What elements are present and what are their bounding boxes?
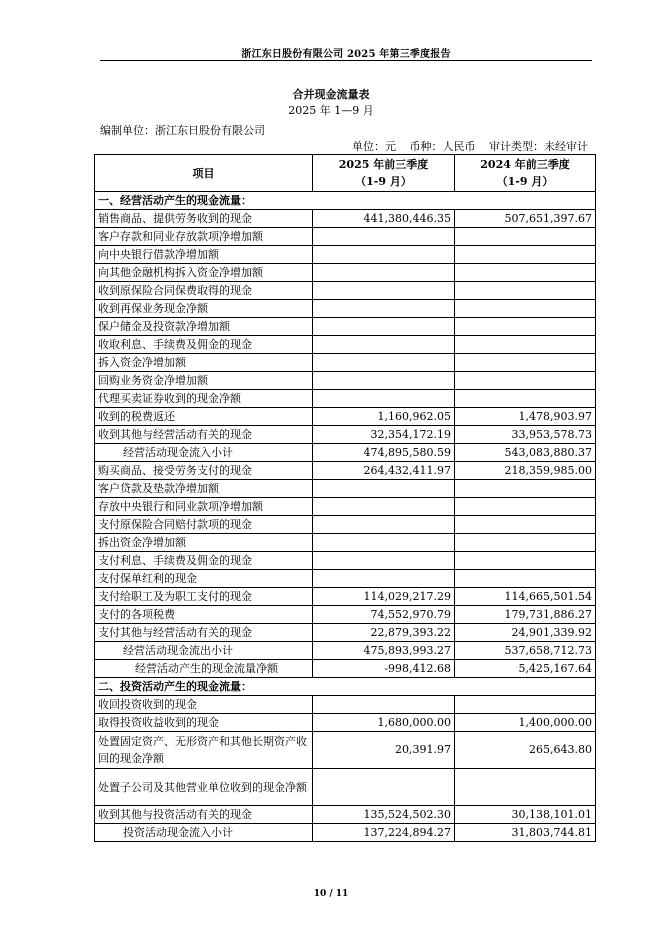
table-row (95, 534, 596, 552)
table-row (95, 714, 596, 732)
value-2025 (313, 300, 455, 318)
value-2024 (455, 282, 596, 300)
table-row (95, 678, 596, 696)
table-row (95, 824, 596, 842)
value-2024: 179,731,886.27 (455, 606, 596, 624)
currency-label: 币种：人民币 (409, 140, 476, 153)
table-row (95, 354, 596, 372)
table-row (95, 516, 596, 534)
page-number: 10 / 11 (313, 889, 349, 899)
row-label: 收到再保业务现金净额 (95, 300, 313, 318)
value-2024: 30,138,101.01 (455, 806, 596, 824)
value-2025: 137,224,894.27 (313, 824, 455, 842)
table-row (95, 769, 596, 806)
row-label: 客户贷款及垫款净增加额 (95, 480, 313, 498)
header-2024-months: （1-9 月） (496, 175, 554, 188)
header-2024-period: 2024 年前三季度 (480, 158, 570, 171)
value-2024: 5,425,167.64 (455, 660, 596, 678)
value-2025 (313, 264, 455, 282)
row-label: 拆出资金净增加额 (95, 534, 313, 552)
row-label: 投资活动现金流入小计 (95, 824, 313, 842)
statement-title: 合并现金流量表 (292, 88, 370, 101)
table-row (95, 480, 596, 498)
row-label: 支付利息、手续费及佣金的现金 (95, 552, 313, 570)
value-2024 (455, 696, 596, 714)
table-row (95, 336, 596, 354)
compiler-unit: 编制单位：浙江东日股份有限公司 (100, 124, 265, 137)
row-label: 经营活动现金流出小计 (95, 642, 313, 660)
table-row (95, 696, 596, 714)
value-2025 (313, 498, 455, 516)
table-row (95, 588, 596, 606)
unit-label: 单位：元 (352, 140, 396, 153)
row-label: 支付保单红利的现金 (95, 570, 313, 588)
row-label: 向其他金融机构拆入资金净增加额 (95, 264, 313, 282)
table-row (95, 462, 596, 480)
row-label: 购买商品、接受劳务支付的现金 (95, 462, 313, 480)
table-row (95, 300, 596, 318)
table-row (95, 210, 596, 228)
value-2024: 114,665,501.54 (455, 588, 596, 606)
value-2025: -998,412.68 (313, 660, 455, 678)
header-2024 (455, 155, 596, 192)
value-2025: 264,432,411.97 (313, 462, 455, 480)
value-2025 (313, 570, 455, 588)
value-2025 (313, 516, 455, 534)
value-2024 (455, 480, 596, 498)
row-label: 收到的税费返还 (95, 408, 313, 426)
table-row (95, 390, 596, 408)
section-heading: 一、经营活动产生的现金流量： (95, 192, 596, 210)
header-2025 (313, 155, 455, 192)
row-label: 向中央银行借款净增加额 (95, 246, 313, 264)
table-header-row (95, 155, 596, 192)
value-2025 (313, 372, 455, 390)
table-row (95, 498, 596, 516)
value-2024: 218,359,985.00 (455, 462, 596, 480)
value-2025: 441,380,446.35 (313, 210, 455, 228)
value-2024 (455, 516, 596, 534)
value-2025: 22,879,393.22 (313, 624, 455, 642)
row-label: 收到其他与经营活动有关的现金 (95, 426, 313, 444)
value-2024: 1,400,000.00 (455, 714, 596, 732)
row-label: 支付其他与经营活动有关的现金 (95, 624, 313, 642)
row-label: 回购业务资金净增加额 (95, 372, 313, 390)
table-row (95, 552, 596, 570)
value-2025: 135,524,502.30 (313, 806, 455, 824)
value-2025 (313, 552, 455, 570)
value-2024 (455, 246, 596, 264)
table-row (95, 372, 596, 390)
row-label: 处置固定资产、无形资产和其他长期资产收回的现金净额 (95, 732, 313, 769)
units-line (342, 138, 588, 154)
value-2024 (455, 336, 596, 354)
value-2025: 1,160,962.05 (313, 408, 455, 426)
value-2024 (455, 318, 596, 336)
header-rule (100, 60, 592, 61)
table-row (95, 642, 596, 660)
table-row (95, 624, 596, 642)
row-label: 收到其他与投资活动有关的现金 (95, 806, 313, 824)
table-row (95, 192, 596, 210)
row-label: 经营活动现金流入小计 (95, 444, 313, 462)
value-2024: 543,083,880.37 (455, 444, 596, 462)
value-2024 (455, 264, 596, 282)
value-2024: 265,643.80 (455, 732, 596, 769)
value-2025 (313, 354, 455, 372)
value-2024: 537,658,712.73 (455, 642, 596, 660)
table-body (95, 192, 596, 842)
audit-type-label: 审计类型：未经审计 (489, 140, 588, 153)
row-label: 代理买卖证券收到的现金净额 (95, 390, 313, 408)
row-label: 存放中央银行和同业款项净增加额 (95, 498, 313, 516)
value-2025: 114,029,217.29 (313, 588, 455, 606)
value-2024 (455, 534, 596, 552)
table-row (95, 408, 596, 426)
cash-flow-table (94, 154, 596, 842)
row-label: 取得投资收益收到的现金 (95, 714, 313, 732)
table-row (95, 732, 596, 769)
header-item: 项目 (95, 155, 313, 192)
row-label: 收回投资收到的现金 (95, 696, 313, 714)
value-2024 (455, 300, 596, 318)
table-row (95, 426, 596, 444)
value-2025 (313, 336, 455, 354)
value-2024 (455, 552, 596, 570)
value-2024 (455, 228, 596, 246)
value-2025 (313, 282, 455, 300)
value-2025: 474,895,580.59 (313, 444, 455, 462)
value-2024: 507,651,397.67 (455, 210, 596, 228)
value-2024: 1,478,903.97 (455, 408, 596, 426)
value-2025: 74,552,970.79 (313, 606, 455, 624)
table-row (95, 444, 596, 462)
row-label: 处置子公司及其他营业单位收到的现金净额 (95, 769, 313, 806)
value-2025 (313, 390, 455, 408)
table-row (95, 606, 596, 624)
value-2025: 1,680,000.00 (313, 714, 455, 732)
value-2025: 475,893,993.27 (313, 642, 455, 660)
value-2025 (313, 769, 455, 806)
header-2025-period: 2025 年前三季度 (338, 158, 429, 171)
row-label: 经营活动产生的现金流量净额 (95, 660, 313, 678)
value-2025: 32,354,172.19 (313, 426, 455, 444)
header-2025-months: （1-9 月） (355, 175, 412, 188)
value-2024 (455, 769, 596, 806)
row-label: 销售商品、提供劳务收到的现金 (95, 210, 313, 228)
value-2025 (313, 318, 455, 336)
value-2025 (313, 534, 455, 552)
value-2024 (455, 498, 596, 516)
table-row (95, 660, 596, 678)
table-row (95, 318, 596, 336)
value-2024 (455, 570, 596, 588)
table-row (95, 282, 596, 300)
value-2024: 24,901,339.92 (455, 624, 596, 642)
row-label: 支付给职工及为职工支付的现金 (95, 588, 313, 606)
value-2024 (455, 354, 596, 372)
row-label: 客户存款和同业存放款项净增加额 (95, 228, 313, 246)
table-row (95, 264, 596, 282)
table-row (95, 806, 596, 824)
row-label: 保户储金及投资款净增加额 (95, 318, 313, 336)
value-2025 (313, 228, 455, 246)
row-label: 支付的各项税费 (95, 606, 313, 624)
table-row (95, 228, 596, 246)
value-2024 (455, 372, 596, 390)
table-row (95, 246, 596, 264)
value-2025: 20,391.97 (313, 732, 455, 769)
value-2025 (313, 246, 455, 264)
value-2024: 31,803,744.81 (455, 824, 596, 842)
statement-period: 2025 年 1—9 月 (288, 104, 374, 117)
table-row (95, 570, 596, 588)
row-label: 拆入资金净增加额 (95, 354, 313, 372)
value-2025 (313, 696, 455, 714)
value-2025 (313, 480, 455, 498)
value-2024: 33,953,578.73 (455, 426, 596, 444)
row-label: 收到原保险合同保费取得的现金 (95, 282, 313, 300)
value-2024 (455, 390, 596, 408)
row-label: 支付原保险合同赔付款项的现金 (95, 516, 313, 534)
report-header: 浙江东日股份有限公司 2025 年第三季度报告 (241, 49, 451, 60)
section-heading: 二、投资活动产生的现金流量： (95, 678, 596, 696)
row-label: 收取利息、手续费及佣金的现金 (95, 336, 313, 354)
